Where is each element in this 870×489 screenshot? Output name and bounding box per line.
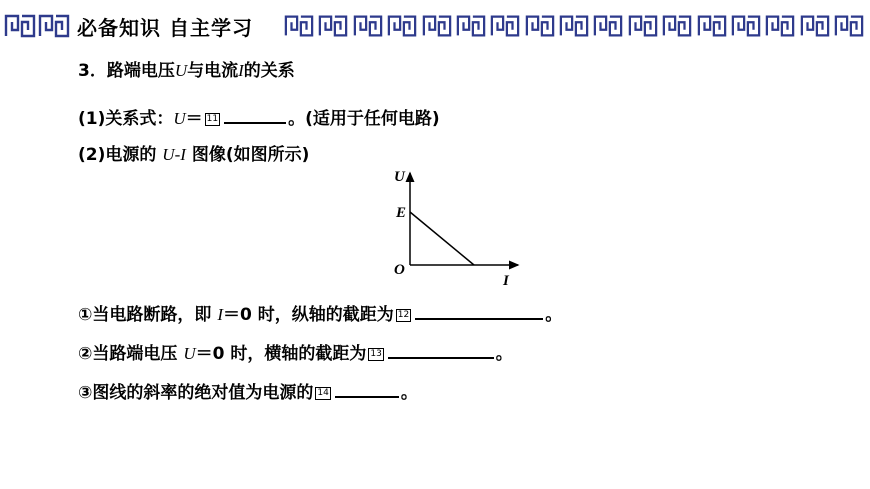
point-1-line xyxy=(78,300,562,325)
point1-var: I xyxy=(217,305,223,324)
fret-pattern-icon xyxy=(834,14,864,38)
item1-eq: ＝ xyxy=(185,109,203,129)
fret-pattern-icon xyxy=(353,14,383,38)
origin-label: O xyxy=(394,262,405,278)
e-label: E xyxy=(396,205,407,221)
item1-var: U xyxy=(173,109,186,128)
section-title-part3: 的关系 xyxy=(243,61,295,81)
answer-blank-11 xyxy=(224,121,286,124)
graph-caption-line xyxy=(78,140,309,165)
fret-pattern-icon xyxy=(318,14,348,38)
section-number: 3． xyxy=(78,61,107,81)
fret-pattern-icon xyxy=(387,14,417,38)
section-title-var-i: I xyxy=(238,61,244,80)
point1-prefix: ①当电路断路，即 xyxy=(78,305,218,325)
fret-border-right xyxy=(284,14,864,38)
point3-prefix: ③图线的斜率的绝对值为电源的 xyxy=(78,383,314,403)
fret-pattern-icon xyxy=(593,14,623,38)
u-i-line xyxy=(410,212,474,265)
item2-suffix: 图像(如图所示) xyxy=(185,145,310,165)
answer-blank-13 xyxy=(388,356,494,359)
fret-pattern-icon xyxy=(38,14,70,38)
point-2-line xyxy=(78,339,513,364)
item1-suffix: 。(适用于任何电路) xyxy=(288,109,440,129)
u-i-graph xyxy=(388,165,528,290)
fret-pattern-icon xyxy=(628,14,658,38)
point1-middle: ＝0 时，纵轴的截距为 xyxy=(222,305,394,325)
item2-prefix: (2)电源的 xyxy=(78,145,163,165)
section-header xyxy=(0,8,870,42)
point2-suffix: 。 xyxy=(495,344,513,364)
section-title-var-u: U xyxy=(174,61,188,80)
fret-pattern-icon xyxy=(422,14,452,38)
item2-var: U-I xyxy=(162,145,186,164)
fret-pattern-icon xyxy=(4,14,36,38)
fret-pattern-icon xyxy=(559,14,589,38)
section-title xyxy=(78,56,295,81)
answer-box-11: 11 xyxy=(206,113,219,124)
fret-pattern-icon xyxy=(697,14,727,38)
i-axis-label: I xyxy=(503,273,509,289)
fret-pattern-icon xyxy=(525,14,555,38)
fret-pattern-icon xyxy=(800,14,830,38)
answer-blank-14 xyxy=(335,395,399,398)
header-title: 必备知识 自主学习 xyxy=(77,16,253,40)
answer-box-12: 12 xyxy=(397,309,410,320)
point2-var: U xyxy=(183,344,196,363)
section-title-part2: 与电流 xyxy=(187,61,239,81)
point2-middle: ＝0 时，横轴的截距为 xyxy=(195,344,367,364)
answer-box-13: 13 xyxy=(370,348,382,359)
answer-blank-12 xyxy=(415,317,543,320)
point1-suffix: 。 xyxy=(545,305,563,325)
relation-formula-line xyxy=(78,104,440,129)
u-axis-label: U xyxy=(394,169,405,185)
point2-prefix: ②当路端电压 xyxy=(78,344,184,364)
fret-pattern-icon xyxy=(284,14,314,38)
section-title-part1: 路端电压 xyxy=(106,61,175,81)
point3-suffix: 。 xyxy=(400,383,418,403)
fret-pattern-icon xyxy=(765,14,795,38)
fret-pattern-icon xyxy=(662,14,692,38)
point-3-line xyxy=(78,378,418,403)
answer-box-14: 14 xyxy=(317,387,329,398)
fret-pattern-icon xyxy=(731,14,761,38)
fret-pattern-icon xyxy=(456,14,486,38)
item1-prefix: (1)关系式： xyxy=(78,109,174,129)
fret-pattern-icon xyxy=(490,14,520,38)
fret-border-left xyxy=(4,14,70,38)
